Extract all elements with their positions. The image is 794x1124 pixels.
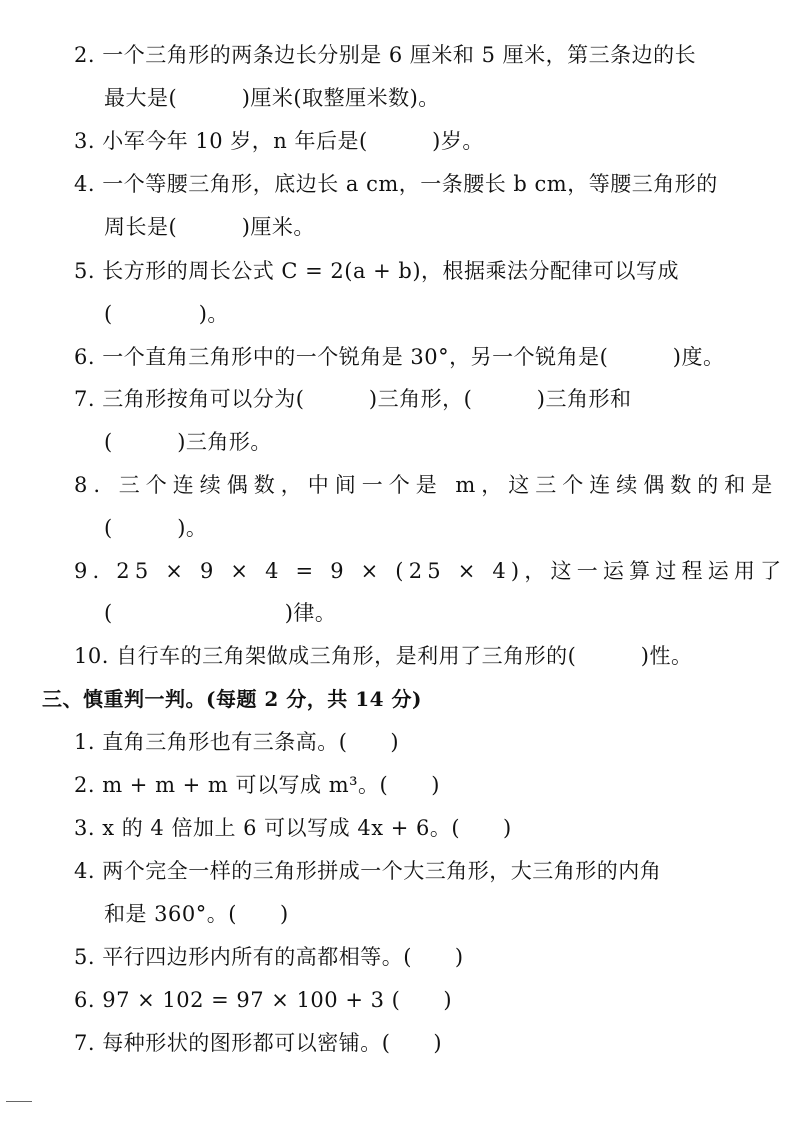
question-9-line-1: 9. 25 × 9 × 4 = 9 × (25 × 4)，这一运算过程运用了 [74,559,787,583]
question-4-line-2: 周长是( )厘米。 [104,215,315,239]
question-10-line-1: 10. 自行车的三角架做成三角形，是利用了三角形的( )性。 [74,644,693,668]
judge-item-3: 3. x 的 4 倍加上 6 可以写成 4x + 6。( ) [74,816,512,840]
judge-item-5: 5. 平行四边形内所有的高都相等。( ) [74,945,464,969]
question-7-line-1: 7. 三角形按角可以分为( )三角形，( )三角形和 [74,387,632,411]
question-6-line-1: 6. 一个直角三角形中的一个锐角是 30°，另一个锐角是( )度。 [74,345,725,369]
question-5-line-2: ( )。 [104,302,229,326]
question-8-line-2: ( )。 [104,516,208,540]
question-4-line-1: 4. 一个等腰三角形，底边长 a cm，一条腰长 b cm，等腰三角形的 [74,172,718,196]
question-5-line-1: 5. 长方形的周长公式 C = 2(a + b)，根据乘法分配律可以写成 [74,259,680,283]
judge-item-2: 2. m + m + m 可以写成 m³。( ) [74,773,440,797]
section-3-heading: 三、慎重判一判。(每题 2 分，共 14 分) [42,687,423,711]
question-7-line-2: ( )三角形。 [104,430,272,454]
question-2-line-1: 2. 一个三角形的两条边长分别是 6 厘米和 5 厘米，第三条边的长 [74,43,697,67]
judge-item-6: 6. 97 × 102 = 97 × 100 + 3 ( ) [74,988,453,1012]
judge-item-4-line-2: 和是 360°。( ) [104,902,289,926]
judge-item-4-line-1: 4. 两个完全一样的三角形拼成一个大三角形，大三角形的内角 [74,859,662,883]
margin-rule-mark [6,1101,32,1102]
judge-item-1: 1. 直角三角形也有三条高。( ) [74,730,400,754]
question-3-line-1: 3. 小军今年 10 岁，n 年后是( )岁。 [74,129,484,153]
question-9-line-2: ( )律。 [104,601,337,625]
judge-item-7: 7. 每种形状的图形都可以密铺。( ) [74,1031,443,1055]
question-2-line-2: 最大是( )厘米(取整厘米数)。 [104,86,440,110]
question-8-line-1: 8. 三个连续偶数，中间一个是 m，这三个连续偶数的和是 [74,473,779,497]
